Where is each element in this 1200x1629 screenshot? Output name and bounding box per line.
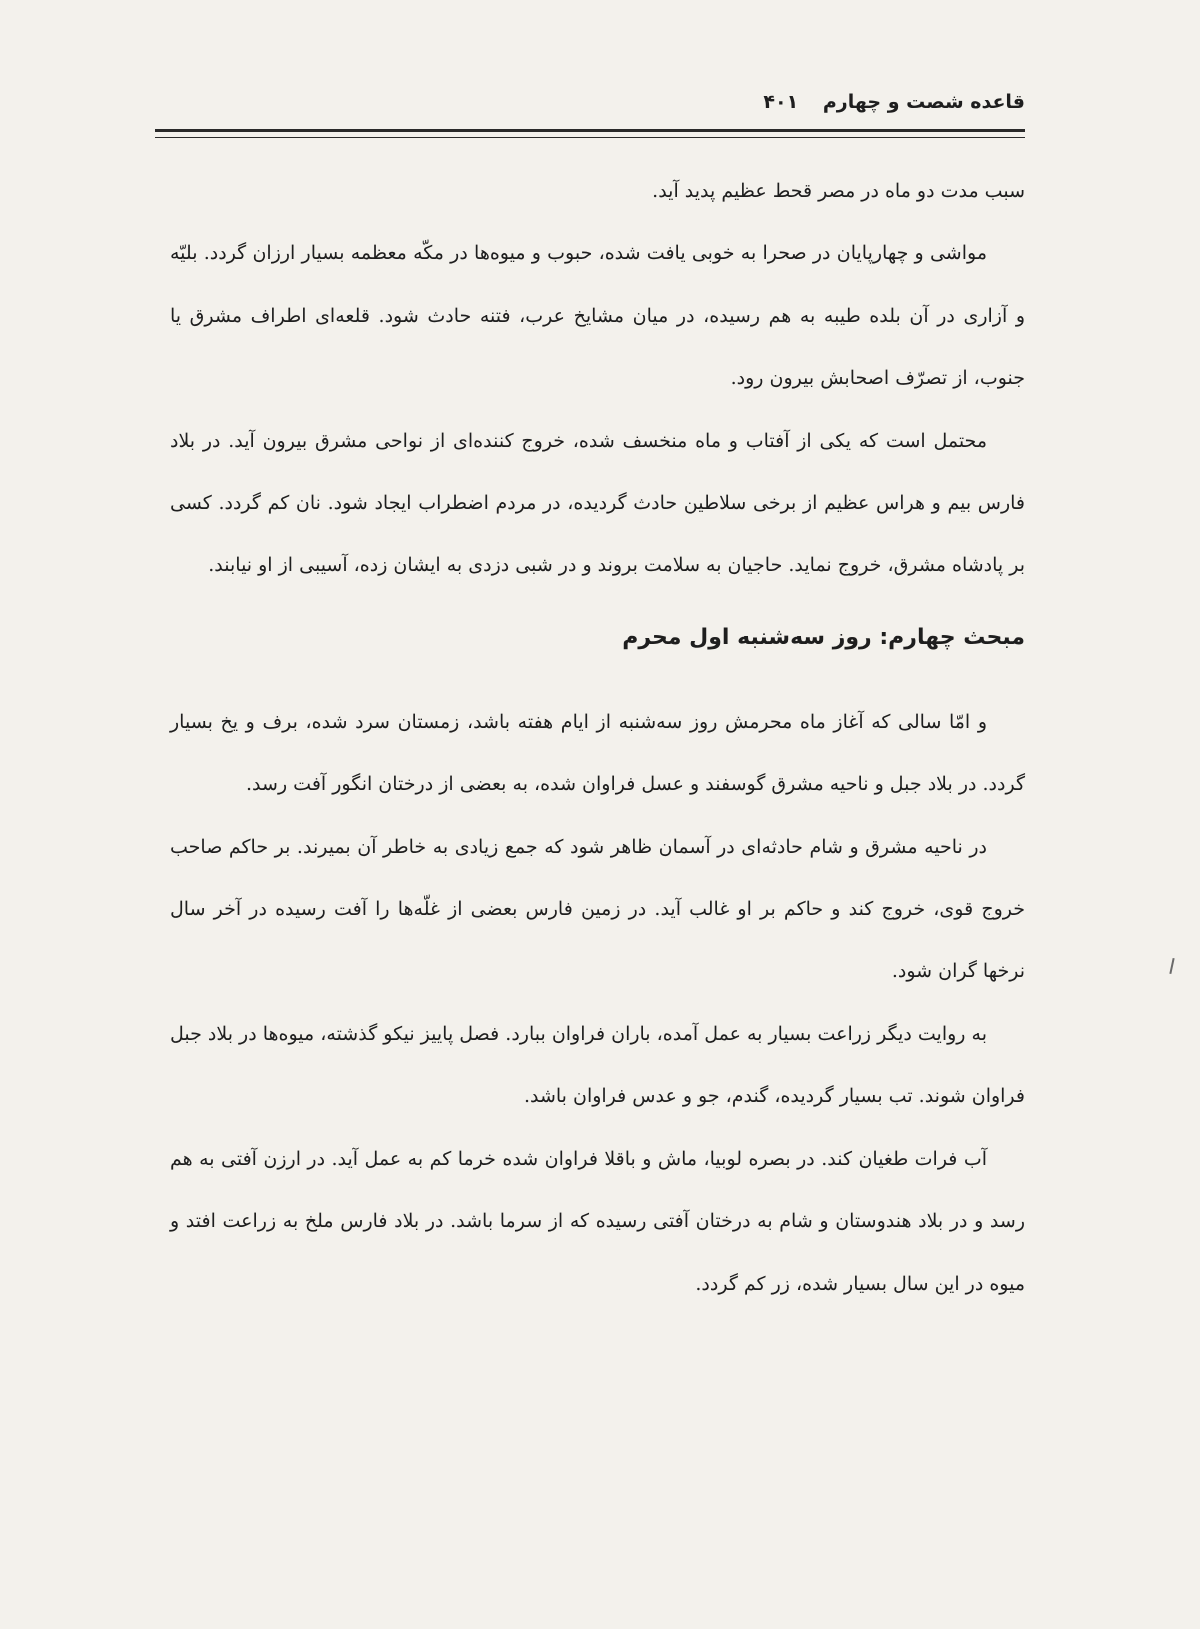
paragraph: و امّا سالی که آغاز ماه محرمش روز سه‌شنبه از ایام هفته باشد، زمستان سرد شده، برف و یخ بسیار گردد. در بلاد جبل و ناحیه مشرق گوسفند و عسل فراوان شده، به بعضی از درختان انگور آفت رسد. <box>170 710 1025 796</box>
paragraph: آب فرات طغیان کند. در بصره لوبیا، ماش و باقلا فراوان شده خرما کم به عمل آید. در ارزن آفتی به هم رسد و در بلاد هندوستان و شام به درختان آفتی رسیده که از سرما باشد. در بلاد فارس ملخ به زراعت افتد و میوه در این سال بسیار شده، زر کم گردد. <box>170 1147 1025 1295</box>
chapter-title: قاعده شصت و چهارم <box>822 91 1025 113</box>
header-rule-thick <box>155 129 1025 132</box>
section-heading: مبحث چهارم: روز سه‌شنبه اول محرم <box>622 624 1025 650</box>
paragraph: مواشی و چهارپایان در صحرا به خوبی یافت شده، حبوب و میوه‌ها در مکّه معظمه بسیار ارزان گردد. بلیّه و آزاری در آن بلده طیبه به هم رسیده، در میان مشایخ عرب، فتنه حادث شود. قلعه‌ای اطراف مشرق یا جنوب، از تصرّف اصحابش بیرون رود. <box>170 242 1025 390</box>
paragraph: به روایت دیگر زراعت بسیار به عمل آمده، باران فراوان ببارد. فصل پاییز نیکو گذشته، میوه‌ها در بلاد جبل فراوان شوند. تب بسیار گردیده، گندم، جو و عدس فراوان باشد. <box>170 1022 1025 1108</box>
page-number: ۴۰۱ <box>763 91 799 113</box>
paragraph: محتمل است که یکی از آفتاب و ماه منخسف شده، خروج کننده‌ای از نواحی مشرق بیرون آید. در بلاد فارس بیم و هراس عظیم از برخی سلاطین حادث گردیده، در مردم اضطراب ایجاد شود. نان کم گردد. کسی بر پادشاه مشرق، خروج نماید. حاجیان به سلامت بروند و در شبی دزدی به ایشان زده، آسیبی از او نیابند. <box>170 429 1025 577</box>
paragraph: در ناحیه مشرق و شام حادثه‌ای در آسمان ظاهر شود که جمع زیادی به خاطر آن بمیرند. بر حاکم صاحب خروج قوی، خروج کند و حاکم بر او غالب آید. در زمین فارس بعضی از غلّه‌ها را آفت رسیده در آخر سال نرخها گران شود. <box>170 835 1025 983</box>
paragraph-continuation: سبب مدت دو ماه در مصر قحط عظیم پدید آید. <box>652 180 1025 202</box>
running-header <box>170 82 1025 122</box>
margin-mark <box>1169 958 1174 974</box>
header-rule-thin <box>155 137 1025 138</box>
body-text <box>170 160 1025 1315</box>
